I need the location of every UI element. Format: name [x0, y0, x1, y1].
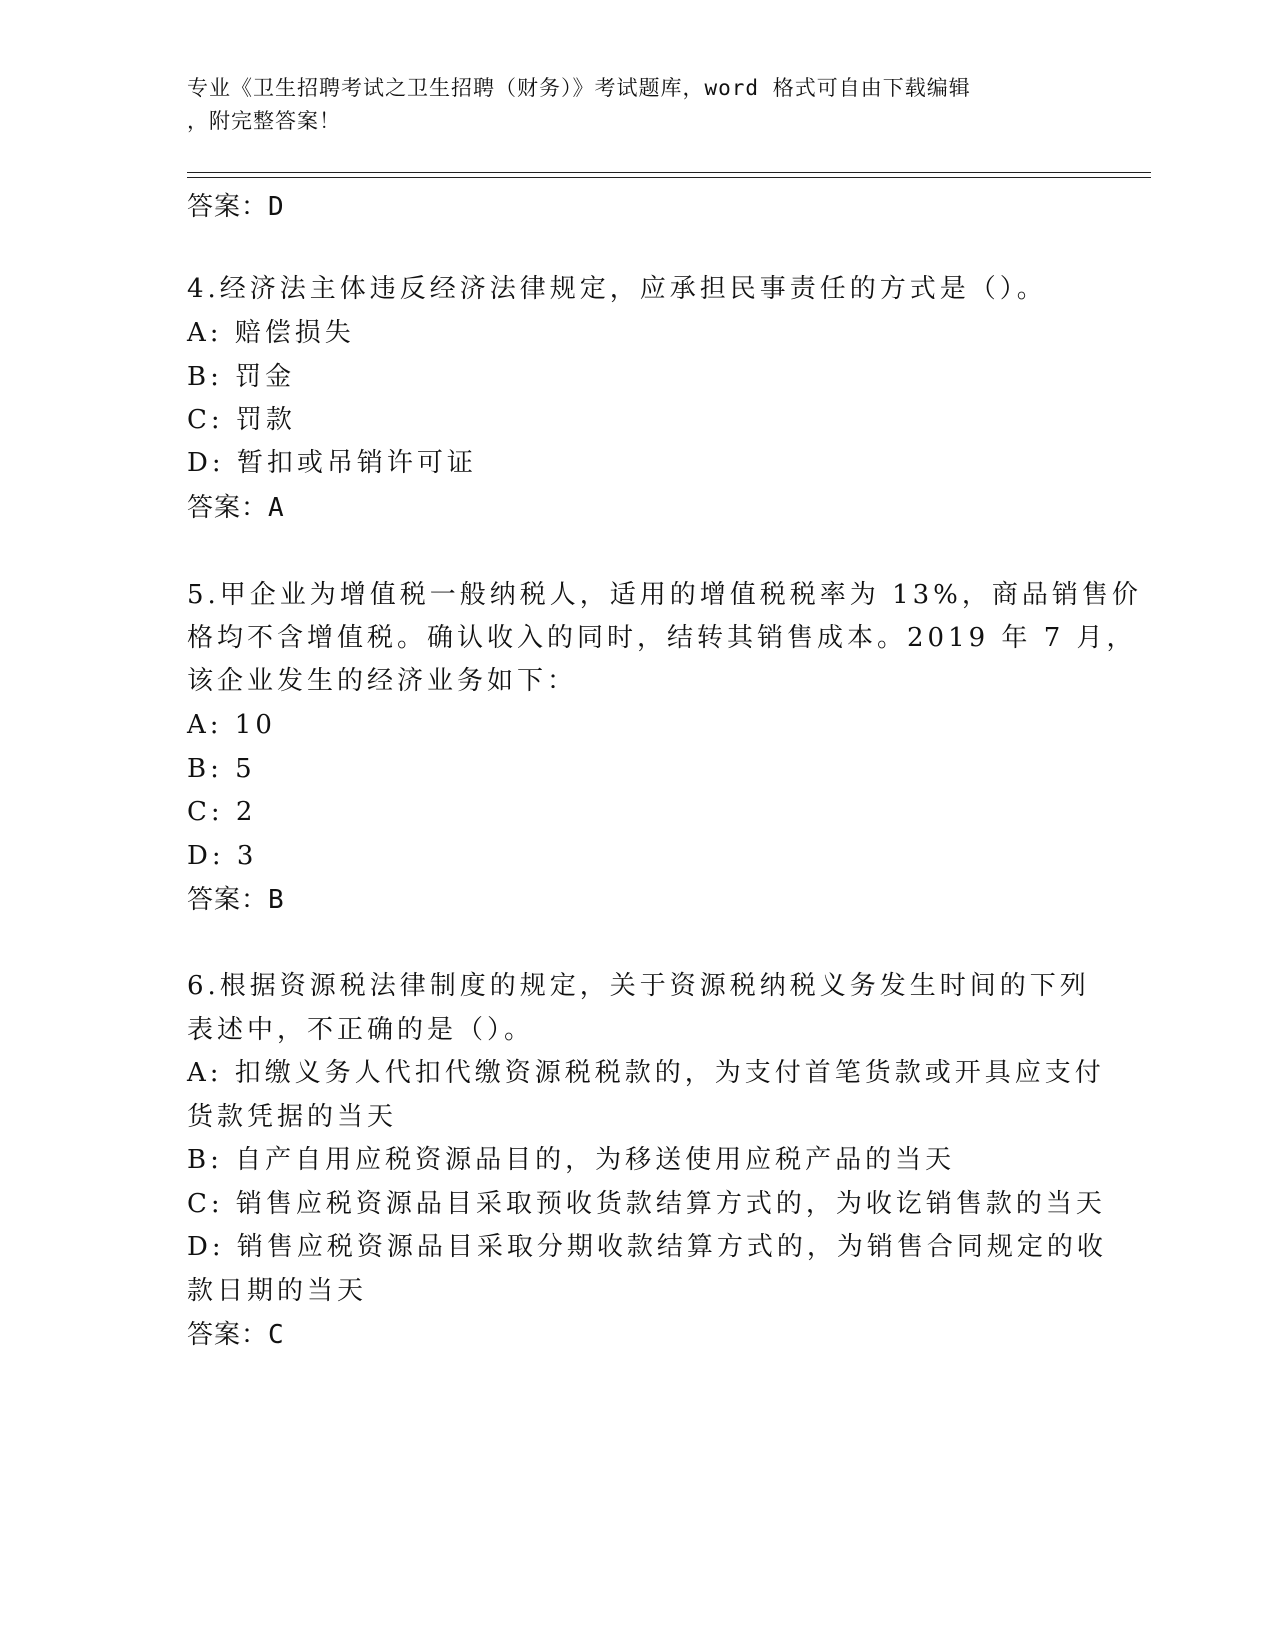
q6-option-b: B: 自产自用应税资源品目的，为移送使用应税产品的当天: [187, 1145, 956, 1175]
q4-option-d: D: 暂扣或吊销许可证: [187, 448, 477, 478]
q4-option-b: B: 罚金: [187, 362, 296, 392]
q6-option-c: C: 销售应税资源品目采取预收货款结算方式的，为收讫销售款的当天: [187, 1189, 1106, 1219]
q4-stem-line-1: 4.经济法主体违反经济法律规定，应承担民事责任的方式是（）。: [187, 274, 1047, 304]
q5-stem-line-2: 格均不含增值税。确认收入的同时，结转其销售成本。2019 年 7 月，: [187, 623, 1137, 653]
header-divider-top: [187, 172, 1151, 173]
header-divider-bottom: [187, 177, 1151, 178]
q5-option-c: C: 2: [187, 797, 257, 827]
q5-stem-line-1: 5.甲企业为增值税一般纳税人，适用的增值税税率为 13%，商品销售价: [187, 580, 1142, 610]
q6-answer: 答案：C: [187, 1320, 285, 1350]
q5-option-a: A: 10: [187, 710, 276, 740]
q6-option-a-line-1: A: 扣缴义务人代扣代缴资源税税款的，为支付首笔货款或开具应支付: [187, 1058, 1105, 1088]
q6-option-d-line-1: D: 销售应税资源品目采取分期收款结算方式的，为销售合同规定的收: [187, 1232, 1107, 1262]
q6-stem-line-2: 表述中，不正确的是（）。: [187, 1015, 535, 1045]
q4-option-a: A: 赔偿损失: [187, 318, 355, 348]
q5-stem-line-3: 该企业发生的经济业务如下：: [187, 666, 578, 696]
q5-option-d: D: 3: [187, 841, 258, 871]
q5-answer: 答案：B: [187, 885, 285, 915]
header-line-1: 专业《卫生招聘考试之卫生招聘（财务）》考试题库，word 格式可自由下载编辑: [187, 76, 971, 100]
q4-answer: 答案：A: [187, 493, 285, 523]
q6-option-a-line-2: 货款凭据的当天: [187, 1102, 398, 1132]
q4-option-c: C: 罚款: [187, 405, 296, 435]
header-line-2: ，附完整答案！: [187, 109, 341, 133]
q5-option-b: B: 5: [187, 754, 256, 784]
q6-option-d-line-2: 款日期的当天: [187, 1276, 368, 1306]
previous-answer: 答案：D: [187, 192, 285, 222]
document-header: [187, 72, 1067, 138]
q6-stem-line-1: 6.根据资源税法律制度的规定，关于资源税纳税义务发生时间的下列: [187, 971, 1090, 1001]
